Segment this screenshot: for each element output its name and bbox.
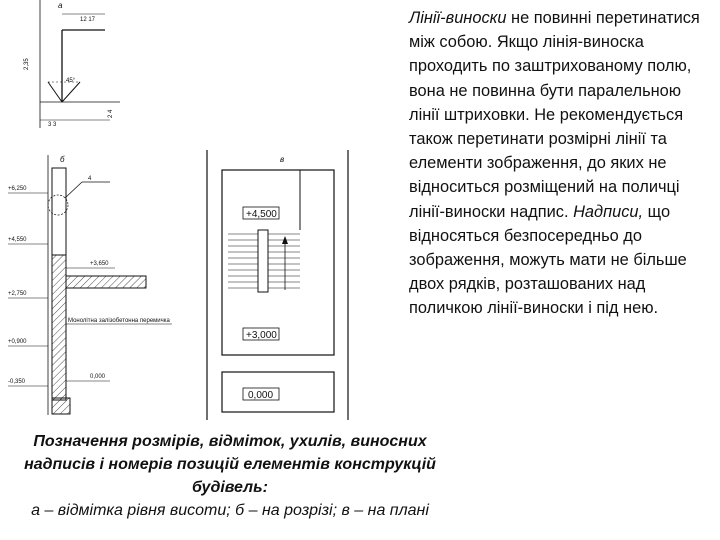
label-c: в <box>280 155 285 164</box>
paragraph <box>409 6 715 321</box>
plan-mark-0: +4,500 <box>246 209 277 220</box>
term-inscriptions: Надписи, <box>573 202 644 221</box>
paragraph-part-1: не повинні перетинатися між собою. Якщо лінія-виноска проходить по заштрихованому полю, вона не повинна бути паралельною лінії штриховки. Не рекомендується також перетинати розмірні лінії та елементи зображення, до яких не відноситься розміщений на поличці лінії-виноски надпис. <box>409 9 700 221</box>
leader-number: 4 <box>88 176 92 182</box>
caption-title: Позначення розмірів, відміток, ухилів, виносних надписів і номерів позицій елементів конструкцій будівель: <box>24 433 436 496</box>
slab-note: Монолітна залізобетонна перемичка <box>68 318 170 324</box>
dim-top: 12 17 <box>80 17 96 23</box>
term-leader-lines: Лінії-виноски <box>409 9 507 27</box>
mark-0: +6,250 <box>8 186 27 192</box>
drawing-b-section <box>8 155 172 415</box>
paragraph-part-2: що відносяться безпосередньо до зображення, можуть мати не більше двох рядків, розташованих над поличкою лінії-виноски і під нею. <box>409 202 687 318</box>
dim-bottom: 3 3 <box>48 122 57 128</box>
label-b: б <box>60 155 65 164</box>
label-a: а <box>58 1 63 10</box>
technical-drawing <box>0 0 400 425</box>
angle-label: 45° <box>66 78 76 84</box>
plan-mark-2: 0,000 <box>248 390 274 401</box>
mark-1: +4,550 <box>8 237 27 243</box>
mark-2: +3,650 <box>90 261 109 267</box>
mark-6: 0,000 <box>90 374 106 380</box>
mark-5: -0,350 <box>8 379 26 385</box>
caption-legend: а – відмітка рівня висоти; б – на розрізі; в – на плані <box>31 502 429 519</box>
drawing-c-plan <box>207 150 348 420</box>
dim-side: 2,35 <box>24 58 30 70</box>
dim-right: 2 4 <box>108 109 114 118</box>
mark-3: +2,750 <box>8 291 27 297</box>
mark-4: +0,900 <box>8 339 27 345</box>
drawing-a-level-mark <box>24 0 120 128</box>
explanatory-text <box>409 6 715 321</box>
plan-mark-1: +3,000 <box>246 330 277 341</box>
figure-caption <box>0 430 460 522</box>
